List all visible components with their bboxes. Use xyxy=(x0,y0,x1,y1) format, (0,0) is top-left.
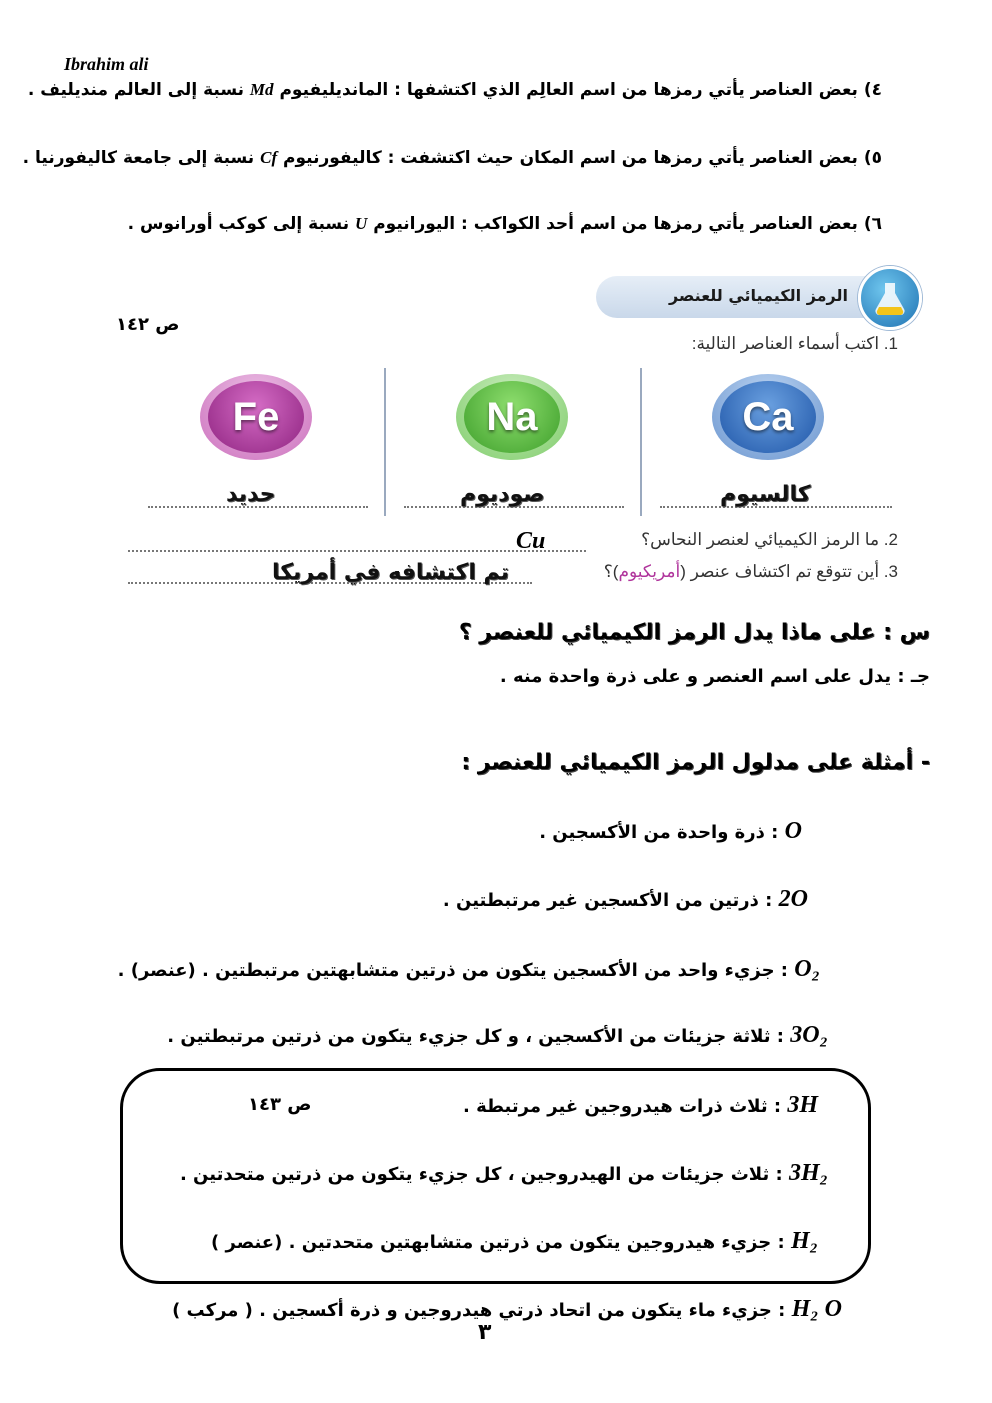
fact-4-text: ٤) بعض العناصر يأتي رمزها من اسم العالِم الذي اكتشفها : المانديليفيوم xyxy=(279,80,882,100)
example-text: : ذرتين من الأكسجين غير مرتبطتين . xyxy=(442,890,773,911)
question-3-text: 3. أين تتوقع تم اكتشاف عنصر ( xyxy=(680,562,898,581)
fact-6-symbol: U xyxy=(355,214,368,233)
example-text: : ثلاث جزيئات من الهيدروجين ، كل جزيء يتكون من ذرتين متحدتين . xyxy=(179,1164,783,1185)
element-symbol-ca: Ca xyxy=(720,381,816,453)
fact-5-suffix: نسبة إلى جامعة كاليفورنيا . xyxy=(22,148,255,168)
example-row xyxy=(180,1160,828,1187)
element-symbol-fe: Fe xyxy=(208,381,304,453)
element-circle-na xyxy=(456,374,568,460)
example-row xyxy=(443,886,808,913)
example-row xyxy=(172,1296,842,1323)
example-formula: H₂ O xyxy=(791,1296,842,1322)
column-divider xyxy=(384,368,386,516)
fact-5-symbol: Cf xyxy=(260,148,278,167)
answer-q2: Cu xyxy=(516,528,546,554)
example-text: : ثلاث ذرات هيدروجين غير مرتبطة . xyxy=(463,1096,782,1117)
example-row xyxy=(211,1228,818,1255)
flask-icon xyxy=(858,266,922,330)
fact-4-suffix: نسبة إلى العالم منديليف . xyxy=(27,80,244,100)
fact-5 xyxy=(23,148,882,168)
answer-ca: كالسيوم xyxy=(720,482,811,507)
example-formula: 3O₂ xyxy=(790,1022,828,1048)
question-3-highlight: أمريكيوم xyxy=(618,562,681,581)
example-row xyxy=(539,818,802,845)
fact-4 xyxy=(28,80,882,100)
column-divider xyxy=(640,368,642,516)
example-text: : جزيء هيدروجين يتكون من ذرتين متشابهتين متحدتين . (عنصر ) xyxy=(211,1232,785,1253)
example-row xyxy=(118,956,820,983)
element-circle-fe xyxy=(200,374,312,460)
example-formula: O₂ xyxy=(794,956,820,982)
fact-5-text: ٥) بعض العناصر يأتي رمزها من اسم المكان حيث اكتشفت : كاليفورنيوم xyxy=(283,148,882,168)
question-3-end: )؟ xyxy=(603,562,619,581)
author-name: Ibrahim ali xyxy=(64,54,149,74)
examples-heading: - أمثلة على مدلول الرمز الكيميائي للعنصر : xyxy=(461,750,930,775)
element-symbol-na: Na xyxy=(464,381,560,453)
fact-4-symbol: Md xyxy=(249,80,274,99)
answer-fe: حديد xyxy=(226,482,276,507)
answer-text: جـ : يدل على اسم العنصر و على ذرة واحدة منه . xyxy=(499,666,930,687)
page-reference-143: ص ١٤٣ xyxy=(248,1094,312,1115)
example-row xyxy=(167,1022,828,1049)
question-3 xyxy=(604,562,898,582)
example-row xyxy=(463,1092,818,1119)
fact-6-text: ٦) بعض العناصر يأتي رمزها من اسم أحد الكواكب : اليورانيوم xyxy=(373,214,882,234)
example-formula: 2O xyxy=(778,886,808,912)
fact-6-suffix: نسبة إلى كوكب أورانوس . xyxy=(127,214,350,234)
page-number: ٣ xyxy=(478,1320,492,1345)
question-heading: س : على ماذا يدل الرمز الكيميائي للعنصر ؟ xyxy=(458,620,930,645)
section-banner-title: الرمز الكيميائي للعنصر xyxy=(668,286,848,305)
element-circle-ca xyxy=(712,374,824,460)
example-text: : جزيء ماء يتكون من اتحاد ذرتي هيدروجين و ذرة أكسجين . ( مركب ) xyxy=(172,1300,786,1321)
fact-6 xyxy=(128,214,882,234)
example-formula: O xyxy=(784,818,802,844)
example-formula: H₂ xyxy=(790,1228,818,1254)
example-text: : ذرة واحدة من الأكسجين . xyxy=(539,822,779,843)
example-text: : جزيء واحد من الأكسجين يتكون من ذرتين متشابهتين مرتبطتين . (عنصر) . xyxy=(117,960,789,981)
example-text: : ثلاثة جزيئات من الأكسجين ، و كل جزيء يتكون من ذرتين مرتبطتين . xyxy=(167,1026,785,1047)
page-reference-142: ص ١٤٢ xyxy=(116,314,180,335)
answer-na: صوديوم xyxy=(460,482,545,507)
question-1: 1. اكتب أسماء العناصر التالية: xyxy=(691,334,898,353)
question-2: 2. ما الرمز الكيميائي لعنصر النحاس؟ xyxy=(641,530,898,549)
example-formula: 3H₂ xyxy=(788,1160,828,1186)
answer-q3: تم اكتشافه في أمريكا xyxy=(272,560,510,585)
example-formula: 3H xyxy=(787,1092,818,1118)
